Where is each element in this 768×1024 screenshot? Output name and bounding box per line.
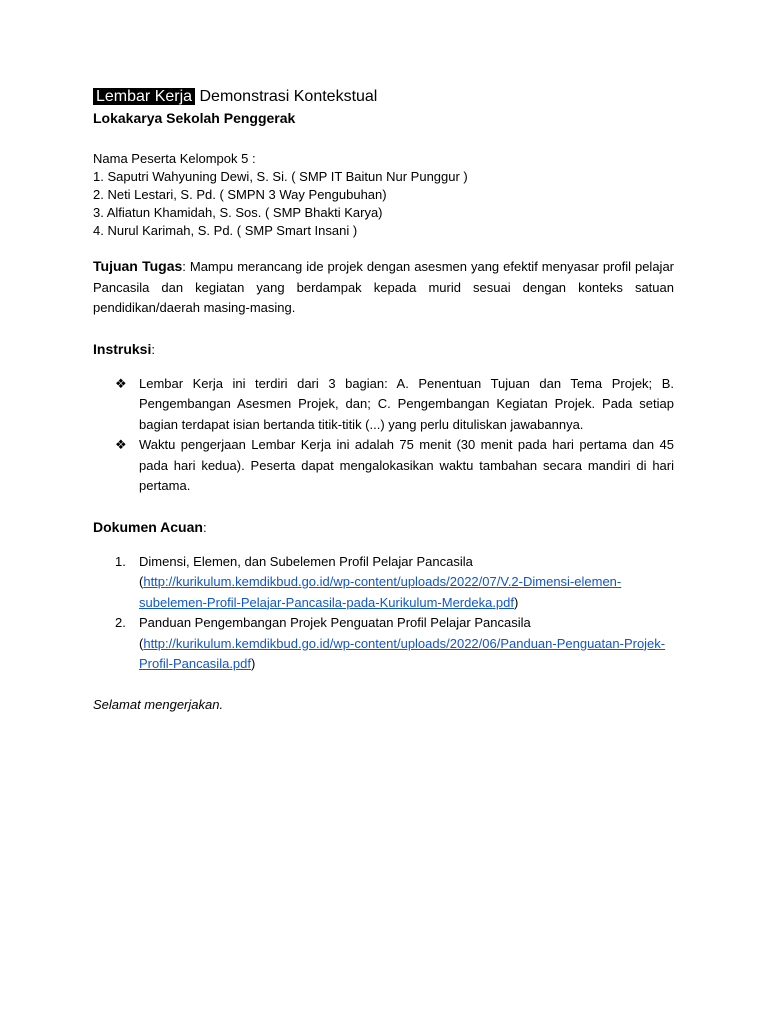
references-colon: :	[202, 519, 207, 535]
participant-item: 1. Saputri Wahyuning Dewi, S. Si. ( SMP IT Baitun Nur Punggur )	[93, 169, 468, 184]
goal-label: Tujuan Tugas	[93, 258, 183, 274]
participant-item: 2. Neti Lestari, S. Pd. ( SMPN 3 Way Pengubuhan)	[93, 187, 387, 202]
goal-text: Mampu merancang ide projek dengan asesmen yang efektif menyasar profil pelajar Pancasila dan kegiatan yang berdampak kepada murid sesuai dengan konteks satuan pendidikan/daerah masing-masing.	[93, 259, 674, 315]
reference-close-paren: )	[251, 656, 256, 671]
document-title	[93, 86, 674, 108]
reference-number: 2.	[115, 615, 126, 630]
reference-title: Dimensi, Elemen, dan Subelemen Profil Pelajar Pancasila	[139, 553, 473, 569]
goal-paragraph	[93, 256, 674, 319]
reference-close-paren: )	[514, 594, 519, 610]
document-page	[93, 86, 674, 728]
references-heading	[93, 517, 674, 538]
diamond-bullet-icon: ❖	[115, 375, 127, 391]
participants-heading: Nama Peserta Kelompok 5 :	[93, 151, 256, 166]
instructions-label: Instruksi	[93, 340, 152, 357]
reference-open-paren: (	[139, 574, 144, 589]
title-highlight: Lembar Kerja	[93, 88, 195, 105]
instructions-heading	[93, 339, 674, 360]
references-label: Dokumen Acuan	[93, 518, 203, 535]
reference-title: Panduan Pengembangan Projek Penguatan Profil Pelajar Pancasila	[139, 615, 531, 630]
document-subtitle: Lokakarya Sekolah Penggerak	[93, 110, 296, 126]
list-item	[93, 435, 674, 497]
list-item	[93, 552, 674, 614]
instruction-text: Waktu pengerjaan Lembar Kerja ini adalah 75 menit (30 menit pada hari pertama dan 45 pada hari kedua). Peserta dapat mengalokasikan waktu tambahan secara mandiri di hari pertama.	[139, 437, 674, 493]
references-list	[93, 552, 674, 675]
instructions-colon: :	[151, 341, 155, 357]
instruction-text: Lembar Kerja ini terdiri dari 3 bagian: A. Penentuan Tujuan dan Tema Projek; B. Pengembangan Asesmen Projek, dan; C. Pengembangan Kegiatan Projek. Pada setiap bagian terdapat isian bertanda titik-titik (...) yang perlu dituliskan jawabannya.	[139, 375, 674, 432]
participant-item: 3. Alfiatun Khamidah, S. Sos. ( SMP Bhakti Karya)	[93, 205, 383, 220]
participants-block	[93, 150, 674, 240]
instructions-list	[93, 374, 674, 497]
list-item	[93, 613, 674, 675]
closing-text: Selamat mengerjakan.	[93, 696, 224, 712]
participant-item: 4. Nurul Karimah, S. Pd. ( SMP Smart Insani )	[93, 223, 358, 238]
list-item	[93, 374, 674, 436]
goal-colon: :	[182, 259, 186, 274]
reference-open-paren: (	[139, 635, 144, 651]
reference-link[interactable]: http://kurikulum.kemdikbud.go.id/wp-content/uploads/2022/07/V.2-Dimensi-elemen-subelemen-Profil-Pelajar-Pancasila-pada-Kurikulum-Merdeka.pdf	[139, 574, 622, 610]
title-rest: Demonstrasi Kontekstual	[199, 88, 378, 105]
reference-number: 1.	[115, 553, 126, 569]
diamond-bullet-icon: ❖	[115, 437, 127, 452]
reference-link[interactable]: http://kurikulum.kemdikbud.go.id/wp-content/uploads/2022/06/Panduan-Penguatan-Projek-Profil-Pancasila.pdf	[139, 635, 666, 671]
